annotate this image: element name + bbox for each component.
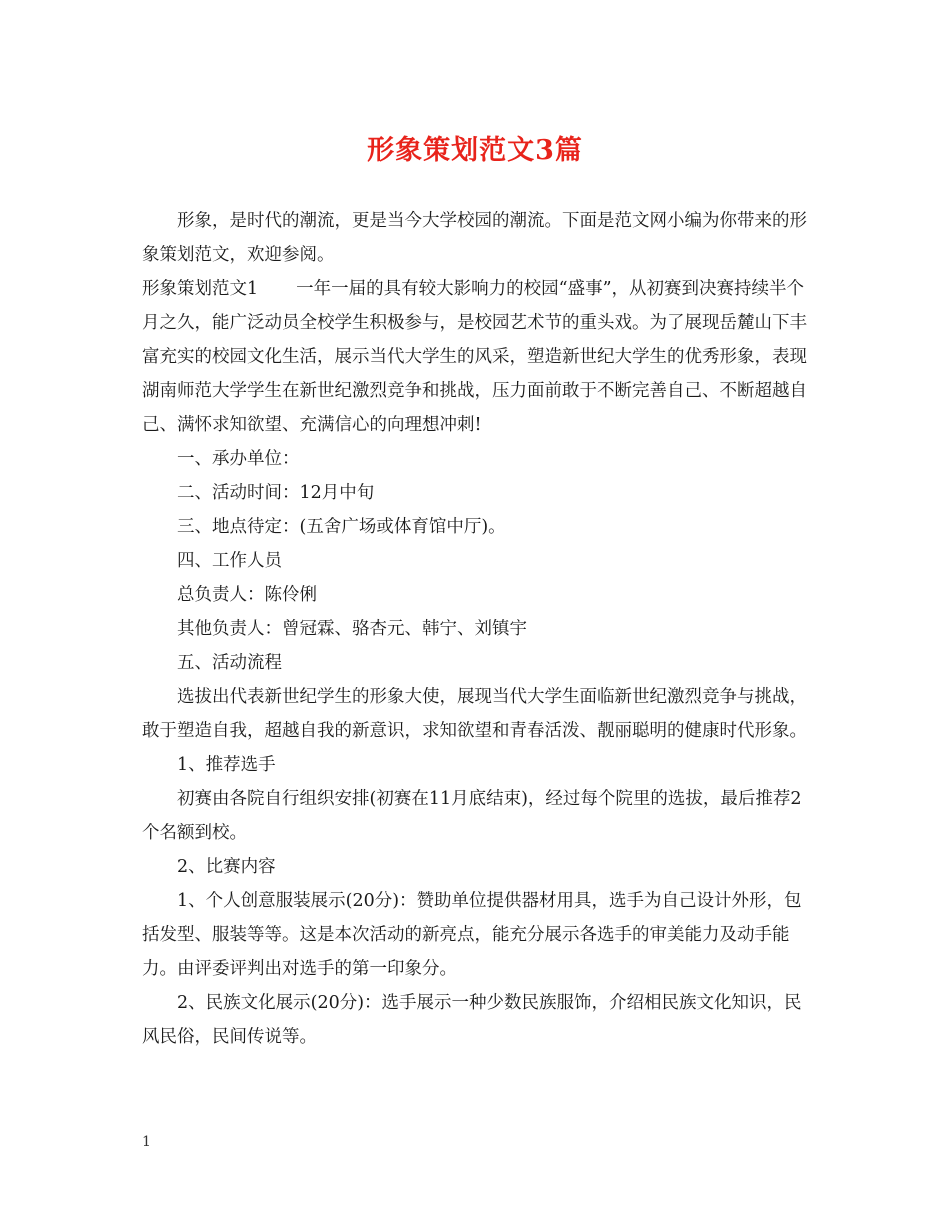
paragraph-staff-heading: 四、工作人员 <box>177 551 282 571</box>
paragraph-ethnic: 2、民族文化展示(20分)：选手展示一种少数民族服饰，介绍相民族文化知识，民风民俗，民间传说等。 <box>142 993 802 1047</box>
paragraph-organizer: 一、承办单位： <box>177 449 300 469</box>
paragraph-process-heading: 五、活动流程 <box>177 653 282 673</box>
paragraph-others: 其他负责人：曾冠霖、骆杏元、韩宁、刘镇宇 <box>177 619 527 639</box>
sample-text: 一年一届的具有较大影响力的校园“盛事”，从初赛到决赛持续半个月之久，能广泛动员全校学生积极参与，是校园艺术节的重头戏。为了展现岳麓山下丰富充实的校园文化生活，展示当代大学生的风采，塑造新世纪大学生的优秀形象，表现湖南师范大学学生在新世纪激烈竞争和挑战，压力面前敢于不断完善自己、不断超越自己、满怀求知欲望、充满信心的向理想冲刺! <box>142 279 807 435</box>
paragraph-time: 二、活动时间：12月中旬 <box>177 483 375 503</box>
paragraph-chief: 总负责人：陈伶俐 <box>177 585 317 605</box>
sample-label: 形象策划范文1 <box>142 279 259 299</box>
paragraph-sample-1 <box>142 272 814 442</box>
paragraph-process-desc: 选拔出代表新世纪学生的形象大使，展现当代大学生面临新世纪激烈竞争与挑战，敢于塑造自我，超越自我的新意识，求知欲望和青春活泼、靓丽聪明的健康时代形象。 <box>142 687 807 741</box>
paragraph-intro: 形象，是时代的潮流，更是当今大学校园的潮流。下面是范文网小编为你带来的形象策划范文，欢迎参阅。 <box>142 211 807 265</box>
document-body <box>142 204 814 1054</box>
paragraph-costume: 1、个人创意服装展示(20分)：赞助单位提供器材用具，选手为自己设计外形，包括发型、服装等等。这是本次活动的新亮点，能充分展示各选手的审美能力及动手能力。由评委评判出对选手的第一印象分。 <box>142 891 802 979</box>
paragraph-location: 三、地点待定：(五舍广场或体育馆中厅)。 <box>177 517 506 537</box>
paragraph-recommend-heading: 1、推荐选手 <box>177 755 276 775</box>
paragraph-content-heading: 2、比赛内容 <box>177 857 276 877</box>
document-title: 形象策划范文3篇 <box>367 135 583 166</box>
page-number: 1 <box>142 1134 151 1150</box>
paragraph-recommend-desc: 初赛由各院自行组织安排(初赛在11月底结束)，经过每个院里的选拔，最后推荐2个名额到校。 <box>142 789 802 843</box>
